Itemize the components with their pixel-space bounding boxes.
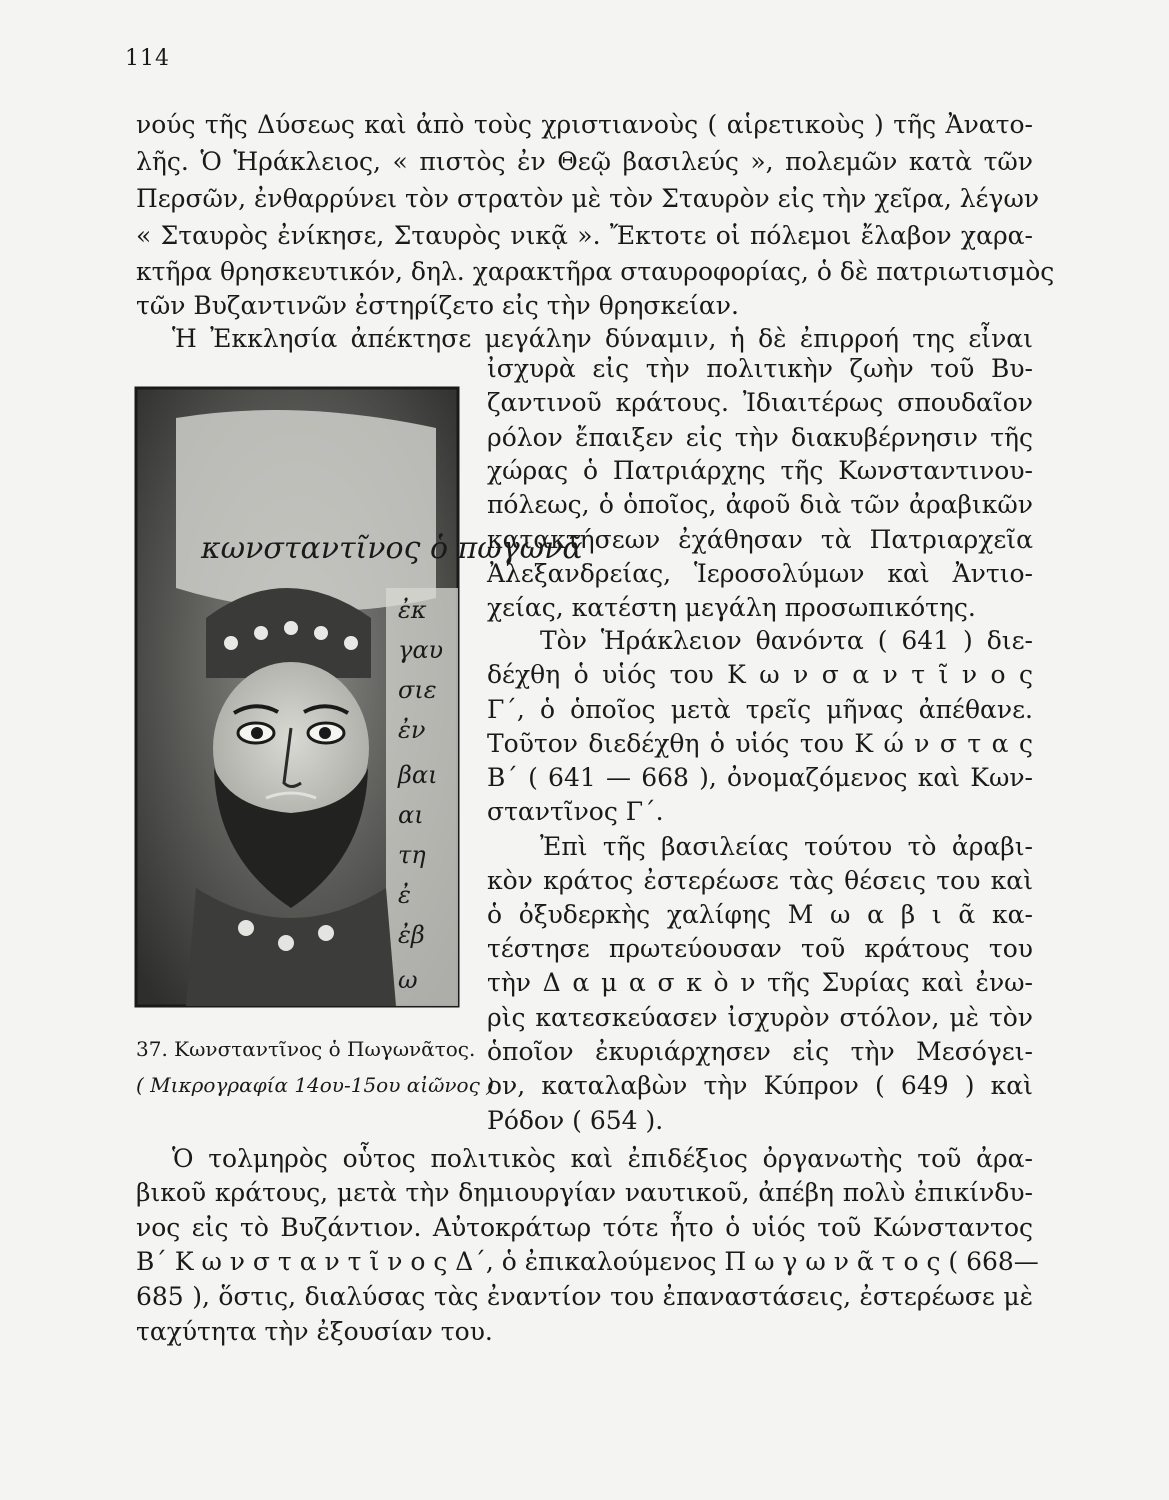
- glyph: ἐβ: [398, 921, 425, 949]
- paragraph-start-line: Ἐπὶ τῆς βασιλείας τούτου τὸ ἀραβι-: [540, 832, 1033, 861]
- text-line: 685 ), ὅστις, διαλύσας τὰς ἐναντίον του ἐπαναστάσεις, ἐστερέωσε μὲ: [136, 1282, 1033, 1311]
- glyph: βαι: [398, 761, 438, 789]
- text-line: ὁ ὀξυδερκὴς χαλίφης Μ ω α β ι ᾶ κα-: [487, 900, 1033, 929]
- text-line: τὴν Δ α μ α σ κ ὸ ν τῆς Συρίας καὶ ἐνω-: [487, 968, 1033, 997]
- glyph: αι: [398, 801, 424, 829]
- paragraph-start-line: Τὸν Ἡράκλειον θανόντα ( 641 ) διε-: [540, 626, 1033, 655]
- text-line: ρὶς κατεσκεύασεν ἰσχυρὸν στόλον, μὲ τὸν: [487, 1003, 1033, 1032]
- page-number: 114: [125, 46, 170, 71]
- text-line: Ἀλεξανδρείας, Ἱεροσολύμων καὶ Ἀντιο-: [487, 559, 1033, 588]
- text-line: τέστησε πρωτεύουσαν τοῦ κράτους του: [487, 934, 1033, 963]
- text-line: ζαντινοῦ κράτους. Ἰδιαιτέρως σπουδαῖον: [487, 388, 1033, 417]
- text-line: Γ΄, ὁ ὁποῖος μετὰ τρεῖς μῆνας ἀπέθανε.: [487, 695, 1033, 724]
- figure-subcaption: ( Μικρογραφία 14ου-15ου αἰῶνος ): [136, 1073, 494, 1097]
- text-line: νούς τῆς Δύσεως καὶ ἀπὸ τοὺς χριστιανοὺς ( αἱρετικοὺς ) τῆς Ἀνατο-: [136, 110, 1033, 139]
- inscription: κωνσταντῖνος ὁ πωγωνᾶ: [201, 531, 583, 566]
- text-line: ρόλον ἔπαιξεν εἰς τὴν διακυβέρνησιν τῆς: [487, 423, 1033, 452]
- glyph: ἐκ: [398, 596, 427, 624]
- text-line: νος εἰς τὸ Βυζάντιον. Αὐτοκράτωρ τότε ἦτο ὁ υἱός τοῦ Κώνσταντος: [136, 1213, 1033, 1242]
- paragraph-start-line: Ὁ τολμηρὸς οὗτος πολιτικὸς καὶ ἐπιδέξιος ὀργανωτὴς τοῦ ἀρα-: [172, 1144, 1033, 1173]
- text-line: ον, καταλαβὼν τὴν Κύπρον ( 649 ) καὶ: [487, 1071, 1033, 1100]
- text-line: Β΄ Κ ω ν σ τ α ν τ ῖ ν ο ς Δ΄, ὁ ἐπικαλούμενος Π ω γ ω ν ᾶ τ ο ς ( 668—: [136, 1247, 1039, 1276]
- text-line: Ρόδον ( 654 ).: [487, 1106, 664, 1135]
- text-line: λῆς. Ὁ Ἡράκλειος, « πιστὸς ἐν Θεῷ βασιλεύς », πολεμῶν κατὰ τῶν: [136, 147, 1033, 176]
- figure-caption: 37. Κωνσταντῖνος ὁ Πωγωνᾶτος.: [136, 1037, 476, 1061]
- paragraph-start-line: Ἡ Ἐκκλησία ἀπέκτησε μεγάλην δύναμιν, ἡ δὲ ἐπιρροή της εἶναι: [172, 324, 1033, 353]
- text-line: κὸν κράτος ἐστερέωσε τὰς θέσεις του καὶ: [487, 866, 1033, 895]
- text-line: « Σταυρὸς ἐνίκησε, Σταυρὸς νικᾷ ». Ἔκτοτε οἱ πόλεμοι ἔλαβον χαρα-: [136, 221, 1033, 250]
- text-line: τῶν Βυζαντινῶν ἐστηρίζετο εἰς τὴν θρησκείαν.: [136, 291, 739, 320]
- text-line: πόλεως, ὁ ὁποῖος, ἀφοῦ διὰ τῶν ἀραβικῶν: [487, 490, 1033, 519]
- text-line: κτῆρα θρησκευτικόν, δηλ. χαρακτῆρα σταυροφορίας, ὁ δὲ πατριωτισμὸς: [136, 257, 1055, 286]
- text-line: ὁποῖον ἐκυριάρχησεν εἰς τὴν Μεσόγει-: [487, 1037, 1033, 1066]
- text-line: χείας, κατέστη μεγάλη προσωπικότης.: [487, 593, 976, 622]
- text-line: Β΄ ( 641 — 668 ), ὀνομαζόμενος καὶ Κων-: [487, 763, 1033, 792]
- text-line: ἰσχυρὰ εἰς τὴν πολιτικὴν ζωὴν τοῦ Βυ-: [487, 354, 1033, 383]
- text-line: βικοῦ κράτους, μετὰ τὴν δημιουργίαν ναυτικοῦ, ἀπέβη πολὺ ἐπικίνδυ-: [136, 1178, 1033, 1207]
- glyph: γαυ: [398, 636, 444, 664]
- text-line: δέχθη ὁ υἱός του Κ ω ν σ α ν τ ῖ ν ο ς: [487, 660, 1033, 689]
- text-line: κατακτήσεων ἐχάθησαν τὰ Πατριαρχεῖα: [487, 525, 1033, 554]
- text-line: Περσῶν, ἐνθαρρύνει τὸν στρατὸν μὲ τὸν Σταυρὸν εἰς τὴν χεῖρα, λέγων: [136, 184, 1040, 213]
- glyph: ἐν: [398, 716, 426, 744]
- text-line: χώρας ὁ Πατριάρχης τῆς Κωνσταντινου-: [487, 456, 1033, 485]
- text-line: ταχύτητα τὴν ἐξουσίαν του.: [136, 1317, 493, 1346]
- glyph: ἐ: [398, 881, 411, 909]
- text-line: σταντῖνος Γ΄.: [487, 797, 664, 826]
- glyph: τη: [398, 841, 426, 869]
- glyph: ω: [398, 966, 418, 994]
- text-line: Τοῦτον διεδέχθη ὁ υἱός του Κ ώ ν σ τ α ς: [487, 729, 1033, 758]
- glyph: σιε: [398, 676, 437, 704]
